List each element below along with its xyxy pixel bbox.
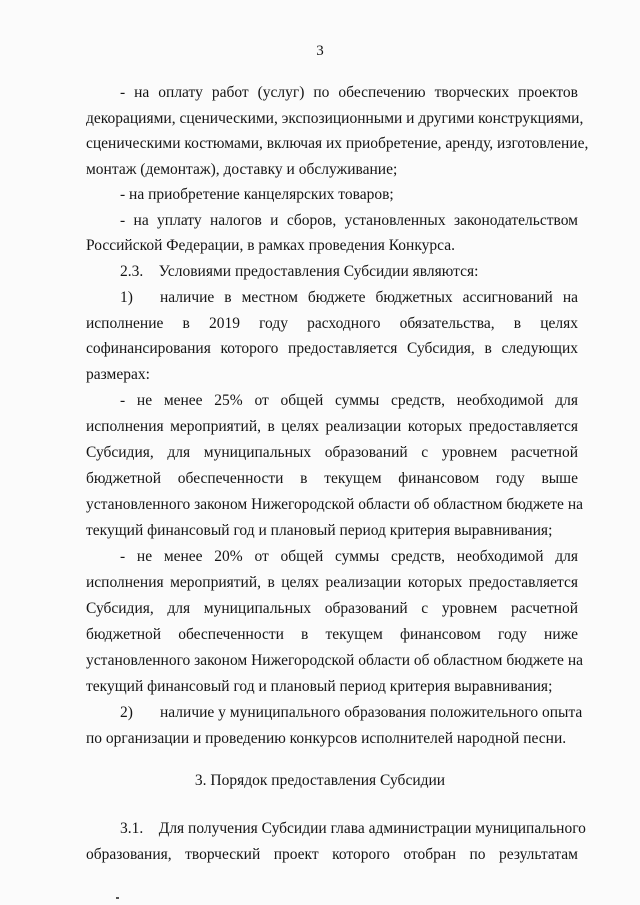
text-line: исполнение в 2019 году расходного обязательства, в целях: [86, 315, 578, 332]
text-line: текущий финансовый год и плановый период критерия выравнивания;: [86, 522, 553, 539]
text-line: бюджетной обеспеченности в текущем финансовом году выше: [86, 470, 578, 487]
text-line: установленного законом Нижегородской области об областном бюджете на: [86, 496, 583, 513]
text-line: установленного законом Нижегородской области об областном бюджете на: [86, 652, 583, 669]
section-clause-2-3: 2.3. Условиями предоставления Субсидии являются:: [120, 263, 479, 280]
text-line: исполнения мероприятий, в целях реализации которых предоставляется: [86, 418, 578, 435]
text-line: по организации и проведению конкурсов исполнителей народной песни.: [86, 730, 567, 747]
page-number: 3: [316, 43, 324, 59]
text-line: Субсидия, для муниципальных образований с уровнем расчетной: [86, 444, 578, 461]
text-line: текущий финансовый год и плановый период критерия выравнивания;: [86, 678, 553, 695]
text-line: - на приобретение канцелярских товаров;: [120, 186, 394, 203]
text-line: наличие в местном бюджете бюджетных ассигнований на: [160, 289, 578, 306]
text-line: монтаж (демонтаж), доставку и обслуживание;: [86, 161, 398, 178]
text-line: софинансирования которого предоставляется Субсидия, в следующих: [86, 340, 578, 357]
text-line: бюджетной обеспеченности в текущем финансовом году ниже: [86, 626, 578, 643]
text-line: Субсидия, для муниципальных образований с уровнем расчетной: [86, 600, 578, 617]
scan-speck: [116, 897, 119, 899]
text-line: размерах:: [86, 366, 150, 383]
text-line: наличие у муниципального образования положительного опыта: [160, 704, 583, 721]
text-line: - не менее 25% от общей суммы средств, необходимой для: [120, 392, 578, 409]
text-line: - на оплату работ (услуг) по обеспечению творческих проектов: [120, 84, 578, 101]
text-line: сценическими костюмами, включая их приобретение, аренду, изготовление,: [86, 135, 589, 152]
text-line: исполнения мероприятий, в целях реализации которых предоставляется: [86, 574, 578, 591]
section-heading: 3. Порядок предоставления Субсидии: [194, 772, 446, 789]
text-line: - не менее 20% от общей суммы средств, необходимой для: [120, 548, 578, 565]
text-line: Российской Федерации, в рамках проведения Конкурса.: [86, 237, 455, 254]
list-item-number: 1): [120, 289, 133, 306]
section-clause-3-1: 3.1. Для получения Субсидии глава администрации муниципального: [120, 820, 586, 837]
list-item-number: 2): [120, 704, 133, 721]
text-line: - на уплату налогов и сборов, установленных законодательством: [120, 212, 578, 229]
text-line: декорациями, сценическими, экспозиционными и другими конструкциями,: [86, 110, 584, 127]
text-line: образования, творческий проект которого отобран по результатам: [86, 846, 578, 863]
